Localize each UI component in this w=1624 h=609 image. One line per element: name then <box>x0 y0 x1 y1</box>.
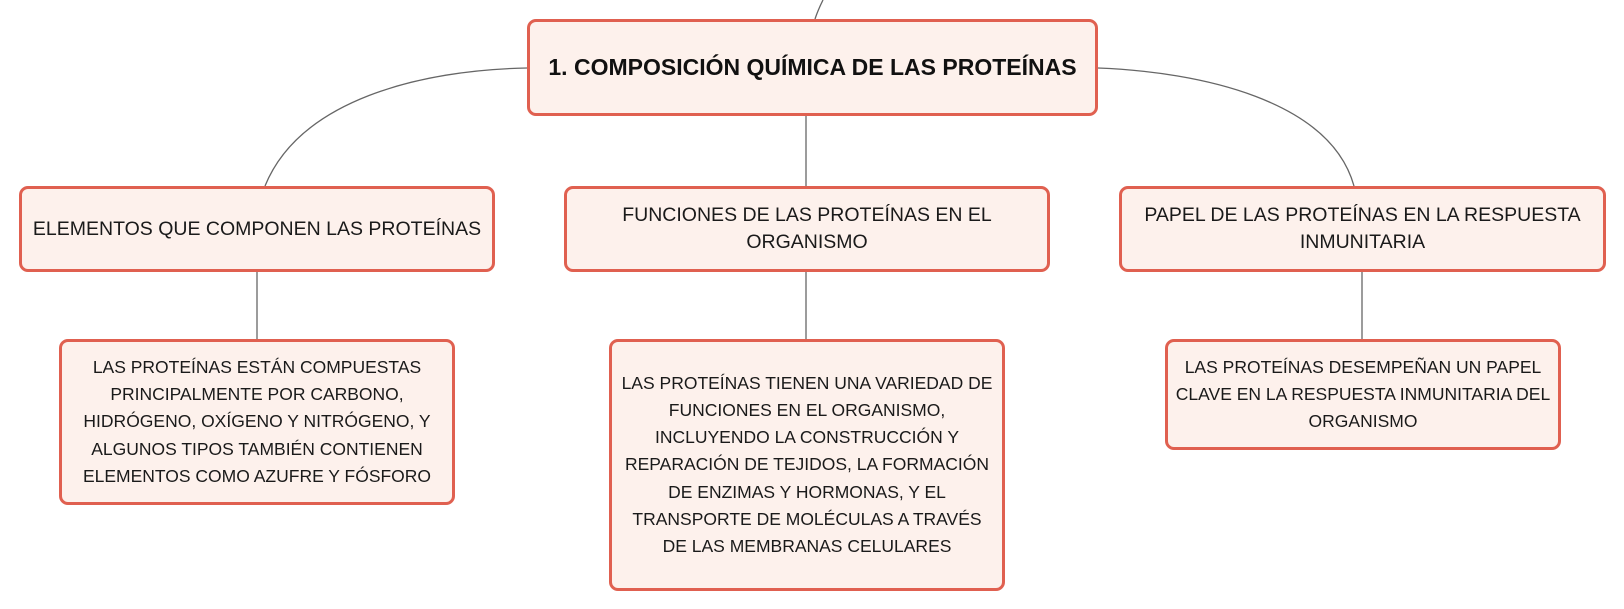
detail-text-elementos: LAS PROTEÍNAS ESTÁN COMPUESTAS PRINCIPALMENTE POR CARBONO, HIDRÓGENO, OXÍGENO Y NITRÓGENO, Y ALGUNOS TIPOS TAMBIÉN CONTIENEN ELEMENTOS COMO AZUFRE Y FÓSFORO <box>82 357 432 486</box>
detail-node-papel-inmunitario[interactable] <box>1165 339 1561 450</box>
connector-root-to-papel <box>1098 68 1354 186</box>
root-topic-label: 1. COMPOSICIÓN QUÍMICA DE LAS PROTEÍNAS <box>548 53 1077 80</box>
topic-label-funciones: FUNCIONES DE LAS PROTEÍNAS EN EL ORGANISMO <box>622 204 992 253</box>
topic-node-papel-inmunitario[interactable] <box>1119 186 1606 272</box>
connector-root-to-elementos <box>265 68 527 186</box>
detail-text-funciones: LAS PROTEÍNAS TIENEN UNA VARIEDAD DE FUNCIONES EN EL ORGANISMO, INCLUYENDO LA CONSTRUCCIÓN Y REPARACIÓN DE TEJIDOS, LA FORMACIÓN DE ENZIMAS Y HORMONAS, Y EL TRANSPORTE DE MOLÉCULAS A TRAVÉS DE LAS MEMBRANAS CELULARES <box>621 373 993 556</box>
topic-label-papel-inmunitario: PAPEL DE LAS PROTEÍNAS EN LA RESPUESTA INMUNITARIA <box>1144 204 1581 253</box>
detail-node-elementos[interactable] <box>59 339 455 505</box>
topic-node-funciones[interactable] <box>564 186 1050 272</box>
topic-node-elementos[interactable] <box>19 186 495 272</box>
topic-label-elementos: ELEMENTOS QUE COMPONEN LAS PROTEÍNAS <box>32 217 482 240</box>
detail-node-funciones[interactable] <box>609 339 1005 591</box>
root-topic-node[interactable] <box>527 19 1098 116</box>
connector-parent-to-root <box>815 0 823 19</box>
detail-text-papel-inmunitario: LAS PROTEÍNAS DESEMPEÑAN UN PAPEL CLAVE EN LA RESPUESTA INMUNITARIA DEL ORGANISMO <box>1175 356 1551 432</box>
